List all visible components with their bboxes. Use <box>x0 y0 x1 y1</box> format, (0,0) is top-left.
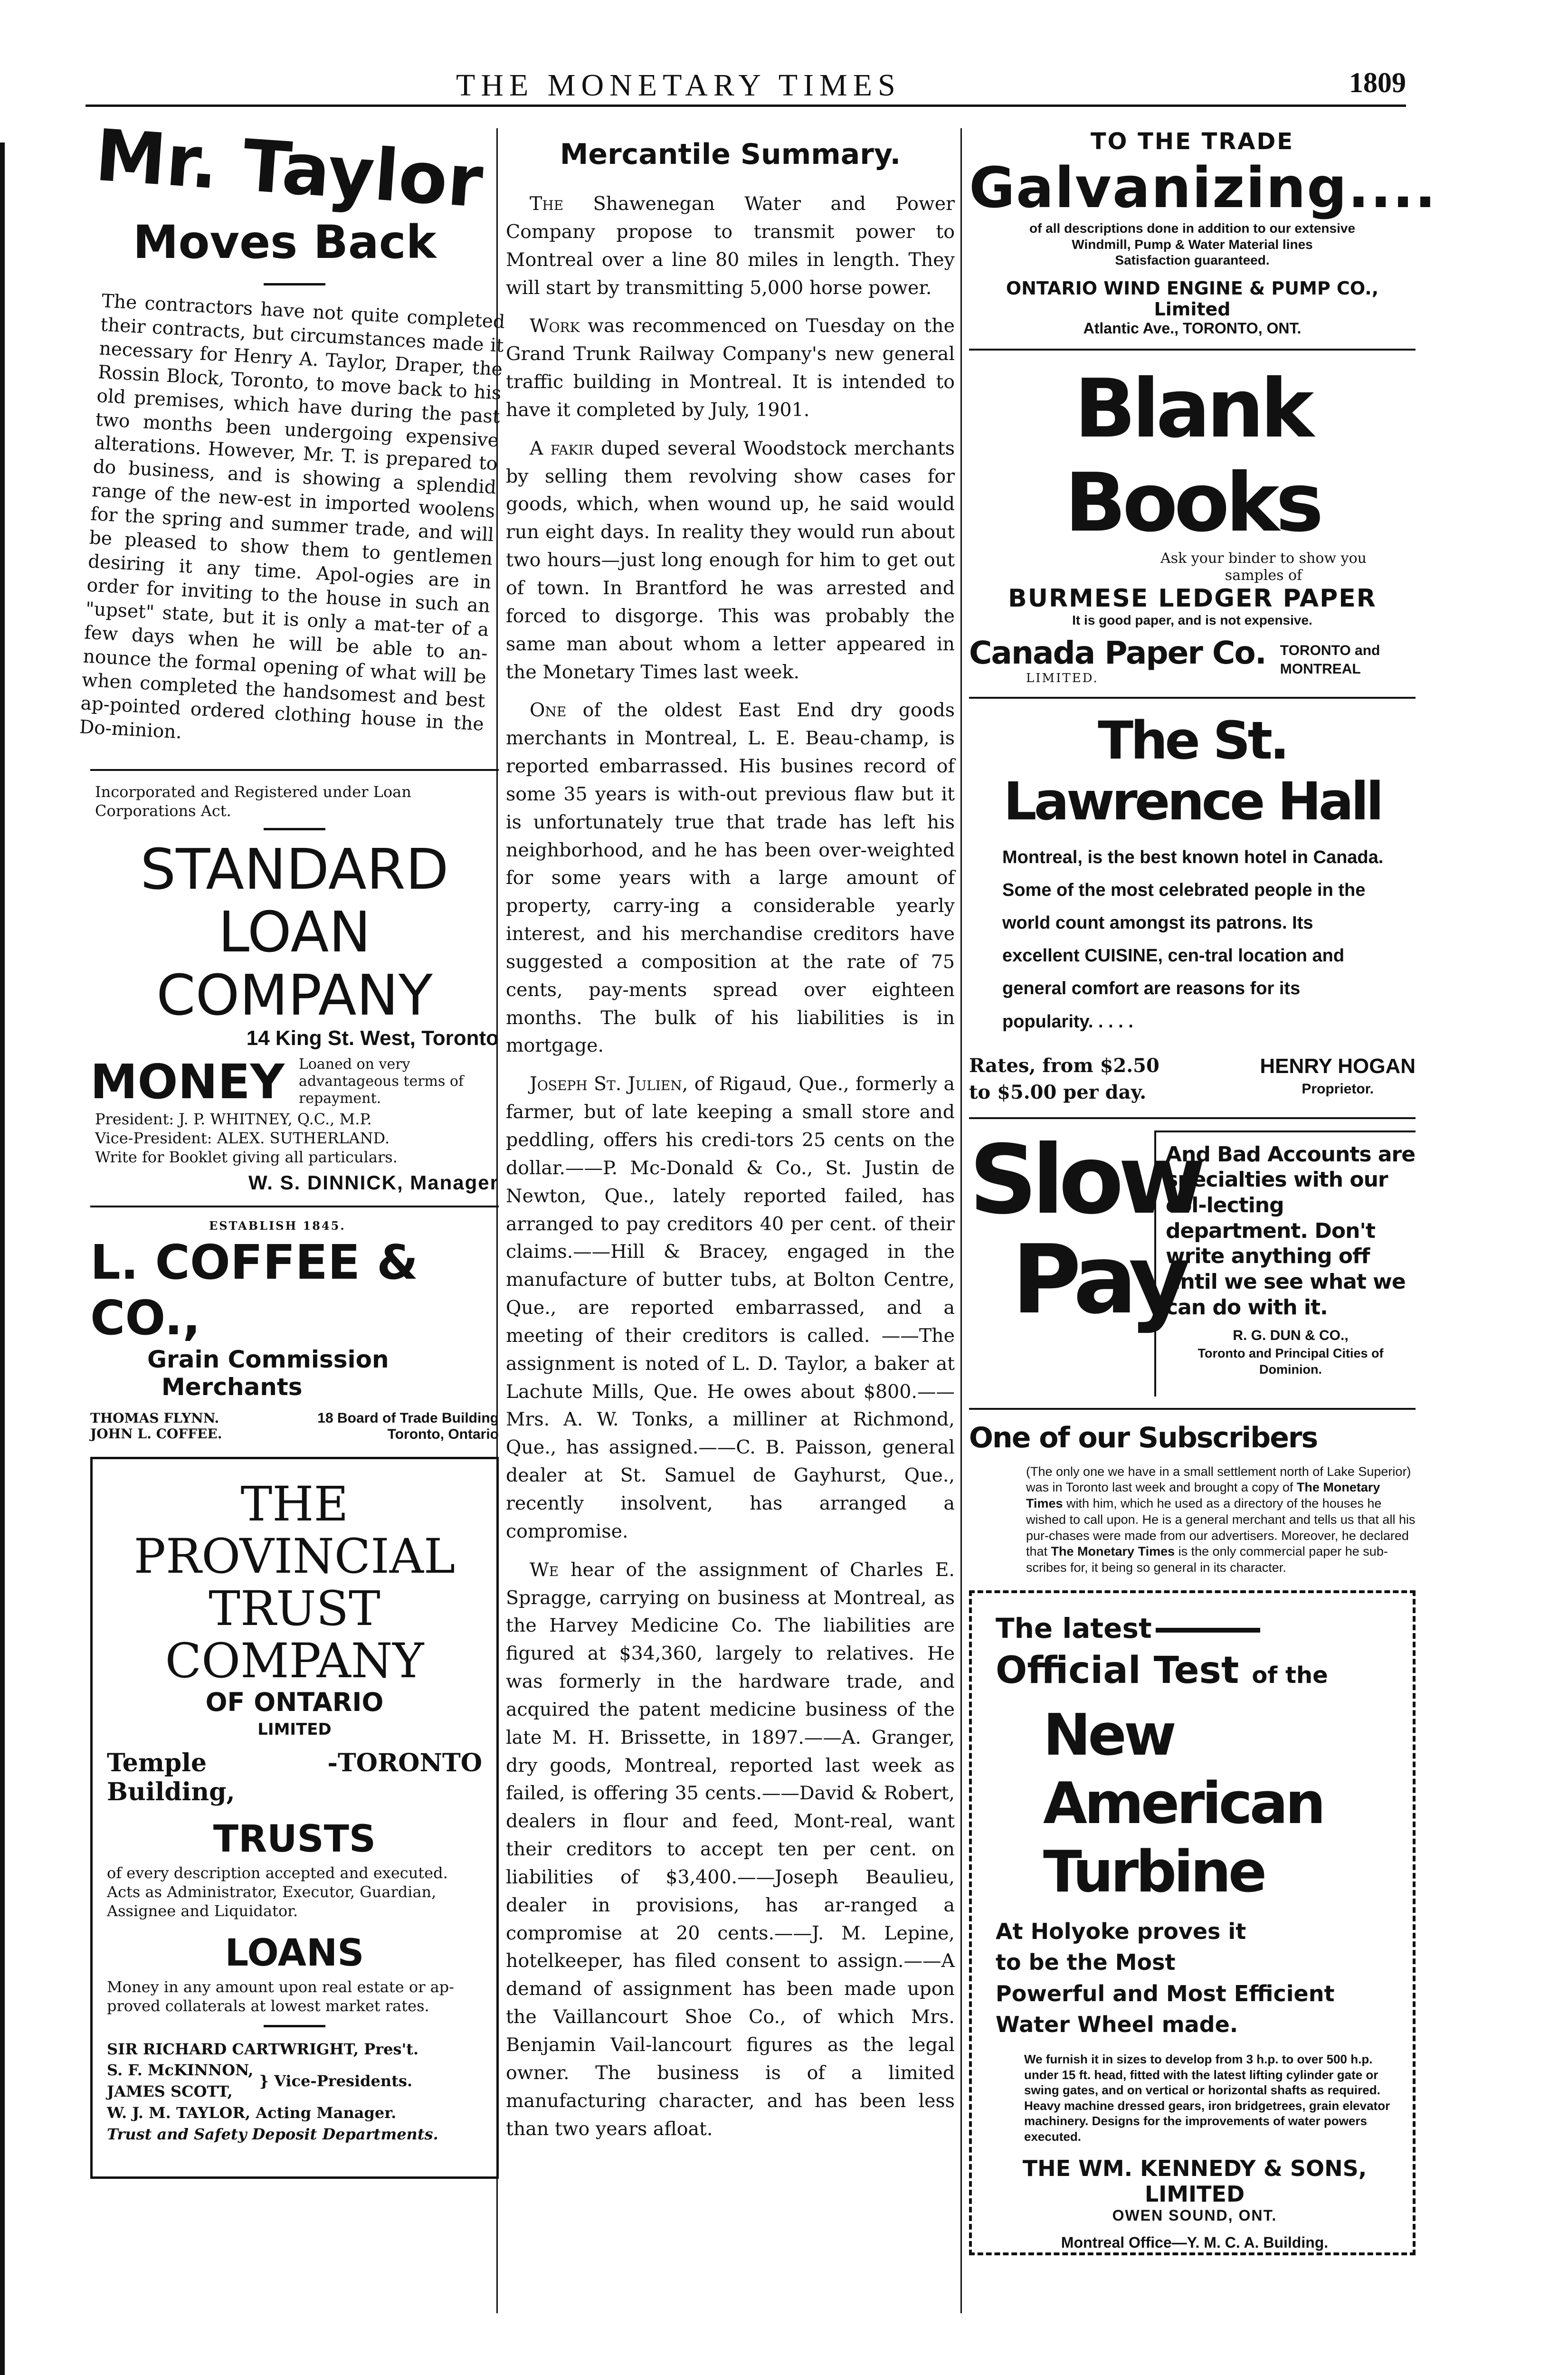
coffee-address-2: Toronto, Ontario <box>387 1426 499 1442</box>
vp-1: S. F. McKINNON, <box>107 2061 254 2080</box>
page-number: 1809 <box>1349 67 1406 98</box>
paragraph-text: was recommenced on Tuesday on the Grand Trunk Railway Company's new general traffic building in Montreal. It is intended to have it completed by July, 1901. <box>506 315 955 421</box>
coffee-ad <box>90 1219 499 1443</box>
money-text: Loaned on very advantageous terms of repayment. <box>298 1056 464 1107</box>
paragraph-lead: We <box>530 1558 559 1581</box>
address-dash: - <box>327 1748 338 1777</box>
subs-text-c: is the only commercial paper he sub-scribes for, it being so general in its character. <box>1026 1544 1388 1575</box>
galvanizing-title: Galvanizing.... <box>969 155 1437 220</box>
temple-building: Temple Building, <box>107 1748 235 1806</box>
coffee-merchants: Merchants <box>162 1373 303 1401</box>
pay-word: Pay <box>1012 1224 1185 1335</box>
subscribers-body <box>1026 1464 1416 1576</box>
subs-text-b: with him, which he used as a directory of the houses he wished to call upon. He is a general merchant and tells us that all his pur-chases were made from our advertisers. Moreover, he declared that <box>1026 1496 1416 1559</box>
paragraph-lead: Joseph St. Julien, <box>530 1073 688 1095</box>
divider <box>90 769 499 771</box>
divider <box>969 349 1416 351</box>
provincial-address <box>107 1748 482 1806</box>
divider <box>264 2025 325 2027</box>
divider <box>969 1408 1416 1410</box>
trusts-heading: TRUSTS <box>213 1817 376 1861</box>
burmese-sub: It is good paper, and is not expensive. <box>1072 612 1312 627</box>
galvanizing-ad <box>969 128 1437 337</box>
turbine-line-1: New American <box>1043 1702 1323 1837</box>
standard-address: 14 King St. West, Toronto <box>246 1026 499 1050</box>
provincial-president: SIR RICHARD CARTWRIGHT, Pres't. <box>107 2040 419 2058</box>
paragraph-lead: The <box>530 193 564 215</box>
paragraph-text: Shawenegan Water and Power Company propose to transmit power to Montreal over a line 80 miles in length. They will start by transmitting 5,000 horse power. <box>506 193 955 299</box>
canada-paper-row <box>969 635 1416 685</box>
slow-pay-text-block <box>1154 1130 1416 1396</box>
paragraph <box>506 1556 955 2143</box>
provincial-departments: Trust and Safety Deposit Departments. <box>107 2125 438 2143</box>
standard-line-1: STANDARD <box>140 836 449 902</box>
paragraph-lead: One <box>530 699 567 722</box>
official-text: Official Test <box>996 1649 1239 1692</box>
mercantile-body <box>506 190 955 2143</box>
galvanizing-sub-2: Windmill, Pump & Water Material lines <box>1072 237 1313 252</box>
provincial-officers <box>107 2039 482 2145</box>
paragraph-lead: Work <box>530 315 580 337</box>
provincial-line-2: PROVINCIAL <box>133 1528 456 1584</box>
slow-pay-ad <box>969 1124 1416 1396</box>
canada-paper-cities <box>1280 641 1380 678</box>
subs-bold-b: The Monetary Times <box>1051 1544 1175 1559</box>
coffee-bottom <box>90 1410 499 1443</box>
turbine-official <box>996 1649 1394 1692</box>
provincial-line-1: THE <box>240 1476 349 1532</box>
divider <box>264 283 325 285</box>
holyoke-2: to be the Most <box>996 1949 1176 1976</box>
provincial-manager: W. J. M. TAYLOR, Acting Manager. <box>107 2104 397 2122</box>
subscribers-ad <box>969 1421 1416 1576</box>
coffee-grain: Grain Commission <box>147 1345 389 1373</box>
turbine-latest <box>996 1612 1394 1644</box>
coffee-partner-2: JOHN L. COFFEE. <box>90 1425 222 1442</box>
galvanizing-company: ONTARIO WIND ENGINE & PUMP CO., Limited <box>1006 277 1379 320</box>
latest-text: The latest <box>996 1612 1152 1644</box>
burmese-ledger: BURMESE LEDGER PAPER <box>1008 584 1377 613</box>
provincial-limited: LIMITED <box>257 1720 332 1739</box>
taylor-ad <box>78 114 506 750</box>
provincial-trust-ad <box>90 1457 499 2179</box>
standard-line-2: LOAN <box>218 899 371 965</box>
kennedy-firm: THE WM. KENNEDY & SONS, LIMITED <box>1022 2156 1367 2207</box>
paragraph-text: of Rigaud, Que., formerly a farmer, but of late keeping a small store and peddling, offers his credi-tors 25 cents on the dollar.——P. Mc-Donald & Co., St. Justin de Newton, Que., lately reported failed, has arranged to pay creditors 40 per cent. of their claims.——Hill & Bracey, engaged in the manufacture of butter tubs, at Bolton Centre, Que., are reported embarrassed, and a meeting of their creditors is called. ——The assignment is noted of L. D. Taylor, a baker at Lachute Mills, Que. He owes about $800.——Mrs. A. W. Tonks, a milliner at Richmond, Que., has assigned.——C. B. Paisson, general dealer at St. Samuel de Gayhurst, Que., recently insolvent, has arranged a compromise. <box>506 1073 955 1542</box>
coffee-address <box>317 1410 499 1443</box>
arrow-line <box>1156 1628 1260 1633</box>
dun-cities: Toronto and Principal Cities of Dominion. <box>1197 1346 1384 1377</box>
divider <box>264 828 325 830</box>
toronto-label: TORONTO <box>337 1748 482 1777</box>
coffee-partner-1: THOMAS FLYNN. <box>90 1410 219 1426</box>
mercantile-title: Mercantile Summary. <box>560 138 901 171</box>
st-lawrence-ad <box>969 710 1416 1106</box>
rates-line-1: Rates, from $2.50 <box>969 1054 1159 1077</box>
vp-label: } Vice-Presidents. <box>259 2071 413 2090</box>
standard-line-3: COMPANY <box>156 962 433 1028</box>
of-the-text: of the <box>1252 1662 1328 1689</box>
trusts-text: of every description accepted and executed. Acts as Administrator, Executor, Guardian, Assignee and Liquidator. <box>107 1863 448 1920</box>
taylor-title: Mr. Taylor <box>92 114 485 224</box>
provincial-of-ontario: OF ONTARIO <box>205 1687 384 1717</box>
divider <box>969 697 1416 699</box>
turbine-line-2: Turbine <box>1043 1839 1264 1905</box>
blank-books-title: Blank Books <box>1064 361 1320 550</box>
coffee-address-1: 18 Board of Trade Building <box>317 1410 499 1426</box>
subs-text-a: (The only one we have in a small settlement north of Lake Superior) was in Toronto last week and brought a copy of <box>1026 1464 1411 1495</box>
masthead-title: THE MONETARY TIMES <box>456 68 901 103</box>
paragraph <box>506 435 955 686</box>
proprietor-name: HENRY HOGAN <box>1260 1054 1416 1078</box>
slow-word: Slow <box>969 1124 1200 1235</box>
manager-line: W. S. DINNICK, Manager <box>248 1171 499 1194</box>
dun-firm: R. G. DUN & CO., <box>1233 1328 1349 1344</box>
canada-paper-limited: LIMITED. <box>1026 671 1099 685</box>
canada-city-2: MONTREAL <box>1280 661 1361 677</box>
paragraph-text: duped several Woodstock merchants by selling them revolving show cases for goods, which, when wound up, he said would run eight days. In reality they would run about two hours—just long enough for him to get out of town. In Brantford he was arrested and forced to disgorge. This was probably the same man about whom a letter appeared in the Monetary Times last week. <box>506 437 955 683</box>
paragraph <box>506 312 955 424</box>
vp-2: JAMES SCOTT, <box>107 2082 233 2101</box>
canada-city-1: TORONTO and <box>1280 643 1380 659</box>
money-word: MONEY <box>90 1054 285 1110</box>
provincial-line-3: TRUST <box>209 1580 380 1636</box>
kennedy-address: OWEN SOUND, ONT. <box>1112 2207 1277 2224</box>
subs-bold-a: The Monetary Times <box>1026 1480 1380 1511</box>
slow-pay-text: And Bad Accounts are specialties with our col-lecting department. Don't write anything off until we see what we can do with it. <box>1166 1142 1416 1320</box>
money-row <box>90 1054 499 1110</box>
rates-block <box>969 1053 1159 1106</box>
st-lawrence-body: Montreal, is the best known hotel in Canada. Some of the most celebrated people in the world count amongst its patrons. Its excellent CUISINE, cen-tral location and general comfort are reasons for its popularity. . . . . <box>1002 847 1384 1032</box>
st-lawrence-rates <box>969 1053 1416 1106</box>
paragraph-text: hear of the assignment of Charles E. Spragge, carrying on business at Montreal, as the Harvey Medicine Co. The liabilities are figured at $34,360, largely to relatives. He was formerly in the hardware trade, and acquired the patent medicine business of the late M. H. Brissette, in 1897.——A. Granger, dry goods, Montreal, reported last week as failed, is offering 35 cents.——David & Robert, dealers in flour and feed, Mont-real, want their creditors to accept ten per cent. on liabilities of $3,400.——Joseph Beaulieu, dealer in provisions, has ar-ranged a compromise at 20 cents.——J. M. Lepine, hotelkeeper, has filed consent to assign.——A demand of assignment has been made upon the Vaillancourt Shoe Co., of which Mrs. Benjamin Vail-lancourt figures as the legal owner. The business is of a limited manufacturing character, and has been less than two years afloat. <box>506 1558 955 2140</box>
vp-names <box>107 2060 253 2102</box>
scan-edge <box>0 142 5 2375</box>
taylor-subtitle: Moves Back <box>133 216 437 269</box>
divider <box>969 1117 1416 1119</box>
paragraph-text: of the oldest East End dry goods merchants in Montreal, L. E. Beau-champ, is reported embarrassed. His busines record of some 35 years is with-out previous flaw but it is unfortunately true that trade has left his neighborhood, and he has been over-weighted for some years with a large amount of property, carry-ing a considerable yearly interest, and his merchandise creditors have suggested a composition at the rate of 75 cents, pay-ments spread over eighteen months. The bulk of his liabilities is in mortgage. <box>506 699 955 1057</box>
holyoke-block <box>996 1916 1394 2040</box>
column-middle <box>506 128 955 2153</box>
coffee-name: L. COFFEE & CO., <box>90 1234 418 1346</box>
galvanizing-sub-3: Satisfaction guaranteed. <box>1115 253 1270 268</box>
galvanizing-address: Atlantic Ave., TORONTO, ONT. <box>1083 319 1302 337</box>
page-header <box>86 62 1406 114</box>
rates-line-2: to $5.00 per day. <box>969 1081 1147 1103</box>
paragraph-lead: A fakir <box>530 437 594 459</box>
standard-loan-ad <box>90 782 499 1194</box>
incorporated-note: Incorporated and Registered under Loan Corporations Act. <box>95 783 411 820</box>
paragraph <box>506 696 955 1060</box>
blank-books-ad <box>969 362 1416 685</box>
subscribers-title: One of our Subscribers <box>969 1421 1318 1454</box>
coffee-established: ESTABLISH 1845. <box>209 1218 346 1233</box>
canada-paper-name-block <box>969 635 1266 685</box>
coffee-partners <box>90 1410 222 1443</box>
loans-text: Money in any amount upon real estate or ap-proved collaterals at lowest market rates. <box>107 1977 454 2015</box>
president-line: President: J. P. WHITNEY, Q.C., M.P. <box>95 1110 372 1128</box>
holyoke-1: At Holyoke proves it <box>996 1918 1246 1944</box>
montreal-office: Montreal Office—Y. M. C. A. Building. <box>1061 2234 1329 2252</box>
st-lawrence-title: The St. Lawrence Hall <box>1003 710 1381 832</box>
slow-pay-words <box>969 1124 1200 1396</box>
canada-paper-name: Canada Paper Co. <box>969 634 1266 671</box>
blank-books-sub-1: Ask your binder to show you <box>1160 550 1367 567</box>
booklet-line: Write for Booklet giving all particulars. <box>95 1148 398 1166</box>
provincial-line-4: COMPANY <box>165 1633 424 1689</box>
proprietor-block <box>1260 1053 1416 1106</box>
column-left <box>78 114 506 2179</box>
column-divider-2 <box>960 128 962 2313</box>
paragraph <box>506 190 955 302</box>
galvanizing-sub-1: of all descriptions done in addition to our extensive <box>1029 221 1356 236</box>
vice-president-line: Vice-President: ALEX. SUTHERLAND. <box>95 1129 390 1147</box>
paragraph <box>506 1070 955 1545</box>
header-rule <box>86 104 1406 107</box>
loans-heading: LOANS <box>225 1931 364 1975</box>
blank-books-sub-2: samples of <box>1225 567 1302 584</box>
taylor-body: The contractors have not quite completed their contracts, but circumstances made it necessary for Henry A. Taylor, Draper, the Rossin Block, Toronto, to move back to his old premises, which have during the past two months been undergoing expensive alterations. However, Mr. T. is prepared to do business, and is showing a splendid range of the new-est in imported woolens for the spring and summer trade, and will be pleased to show them to gentlemen desiring it any time. Apol-ogies are in order for inviting to the house in such an "upset" state, but it is only a mat-ter of a few days when he will be able to an-nounce the formal opening of what will be when completed the handsomest and best ap-pointed ordered clothing house in the Do-minion. <box>78 290 506 743</box>
trade-heading: TO THE TRADE <box>1090 128 1294 155</box>
vice-presidents <box>107 2060 482 2102</box>
holyoke-4: Water Wheel made. <box>996 2011 1238 2037</box>
divider <box>90 1206 499 1207</box>
turbine-small-text: We furnish it in sizes to develop from 3 h.p. to over 500 h.p. under 15 ft. head, fitted with the latest lifting cylinder gate or swing gates, and on vertical or horizontal shafts as required. Heavy machine dressed gears, iron bridgetrees, grain elevator machinery. Designs for the improvements of water powers executed. <box>1024 2052 1390 2144</box>
column-right <box>969 128 1437 2255</box>
turbine-ad <box>969 1590 1416 2255</box>
holyoke-3: Powerful and Most Efficient <box>996 1980 1335 2006</box>
proprietor-label: Proprietor. <box>1302 1081 1374 1097</box>
